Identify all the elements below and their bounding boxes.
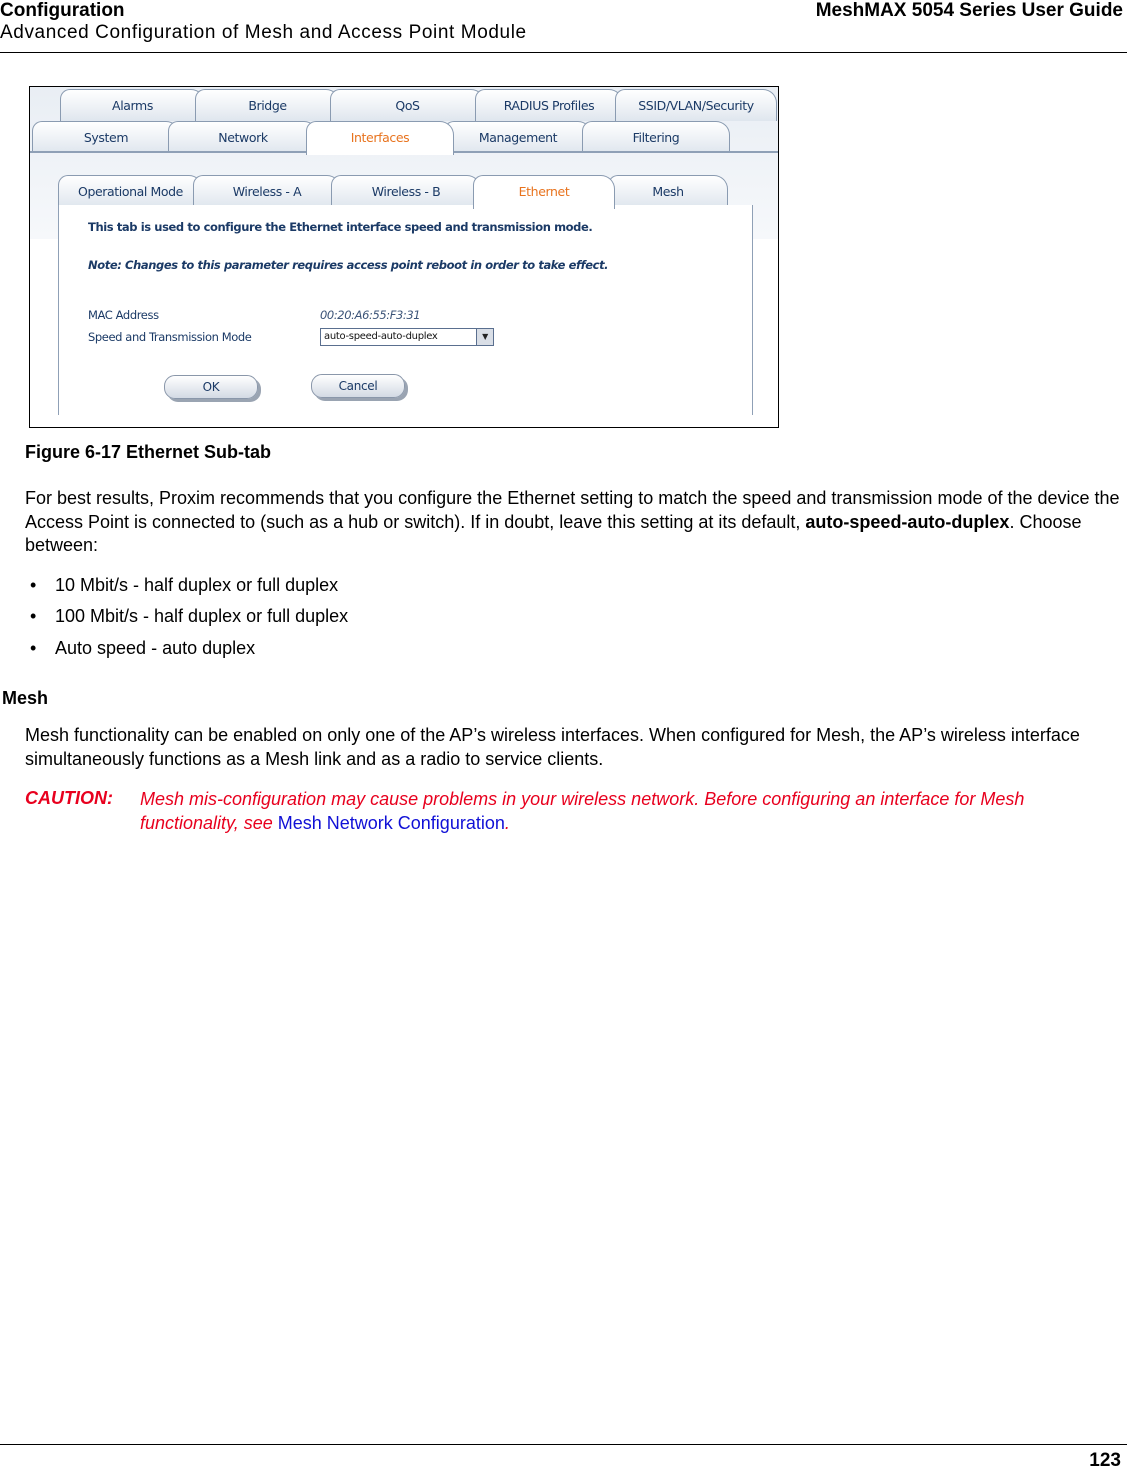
bullet-mark: • <box>30 638 37 658</box>
speed-mode-selected-value: auto-speed-auto-duplex <box>324 331 438 342</box>
tab-interfaces[interactable]: Interfaces <box>306 121 454 155</box>
ok-button[interactable]: OK <box>164 375 258 399</box>
mesh-paragraph: Mesh functionality can be enabled on only one of the AP’s wireless interfaces. When configured for Mesh, the AP’s wireless interface simultaneously functions as a Mesh link and as a radio to service clients. <box>25 725 1080 769</box>
tab-alarms[interactable]: Alarms <box>60 89 205 121</box>
panel-intro-text: This tab is used to configure the Ethernet interface speed and transmission mode. <box>88 220 593 234</box>
para1-end: . Choose between: <box>25 511 1082 555</box>
bullet-mark: • <box>30 575 37 595</box>
mesh-network-configuration-link[interactable]: Mesh Network Configuration <box>277 812 505 833</box>
list-item-text: Auto speed - auto duplex <box>55 638 256 658</box>
speed-mode-label: Speed and Transmission Mode <box>88 330 252 344</box>
mac-address-label: MAC Address <box>88 308 159 322</box>
para1-text: For best results, Proxim recommends that you configure the Ethernet setting to match the speed and transmission mode of the device the Access Point is connected to (such as a hub or switch). If in doubt, leave this setting at its default, <box>25 488 1120 532</box>
list-item <box>30 574 338 596</box>
list-item-text: 10 Mbit/s - half duplex or full duplex <box>55 575 339 595</box>
caution-body: Mesh mis-configuration may cause problems in your wireless network. Before configuring an interface for Mesh functionality, see <box>140 789 1025 833</box>
caution-label: CAUTION: <box>25 788 113 808</box>
figure-caption: Figure 6-17 Ethernet Sub-tab <box>25 442 272 462</box>
list-item <box>30 637 255 659</box>
ethernet-subtab-figure <box>29 86 779 428</box>
header-section: Configuration <box>0 0 125 21</box>
page-header-left <box>0 0 527 44</box>
tab-filtering[interactable]: Filtering <box>582 121 730 153</box>
subtab-wireless-b[interactable]: Wireless - B <box>331 175 481 207</box>
list-item <box>30 605 348 627</box>
subtab-wireless-a[interactable]: Wireless - A <box>193 175 341 207</box>
subtab-ethernet[interactable]: Ethernet <box>473 175 615 209</box>
footer-rule <box>0 1444 1127 1445</box>
ethernet-paragraph <box>25 487 1127 558</box>
cancel-button[interactable]: Cancel <box>311 374 405 398</box>
subtab-operational-mode[interactable]: Operational Mode <box>58 175 203 207</box>
chevron-down-icon[interactable]: ▼ <box>476 329 493 345</box>
tab-ssid-vlan-security[interactable]: SSID/VLAN/Security <box>615 89 777 121</box>
tab-bridge[interactable]: Bridge <box>195 89 340 121</box>
list-item-text: 100 Mbit/s - half duplex or full duplex <box>55 606 349 626</box>
para1-default-value: auto-speed-auto-duplex <box>805 511 1010 532</box>
tab-network[interactable]: Network <box>168 121 318 153</box>
page-number: 123 <box>1089 1450 1121 1468</box>
caution-end: . <box>504 812 510 833</box>
tab-radius-profiles[interactable]: RADIUS Profiles <box>475 89 623 121</box>
header-guide-title: MeshMAX 5054 Series User Guide <box>815 0 1123 21</box>
caution-text <box>140 788 1125 835</box>
mac-address-value: 00:20:A6:55:F3:31 <box>320 308 421 322</box>
speed-mode-select[interactable] <box>320 328 494 346</box>
bullet-mark: • <box>30 606 37 626</box>
header-rule <box>0 52 1127 53</box>
panel-note-text: Note: Changes to this parameter requires access point reboot in order to take effect. <box>88 258 609 272</box>
header-subsection: Advanced Configuration of Mesh and Access Point Module <box>0 22 527 43</box>
tab-system[interactable]: System <box>32 121 180 153</box>
tab-qos[interactable]: QoS <box>330 89 485 121</box>
section-title-mesh: Mesh <box>2 688 49 708</box>
tab-management[interactable]: Management <box>444 121 592 153</box>
subtab-mesh[interactable]: Mesh <box>608 175 728 207</box>
